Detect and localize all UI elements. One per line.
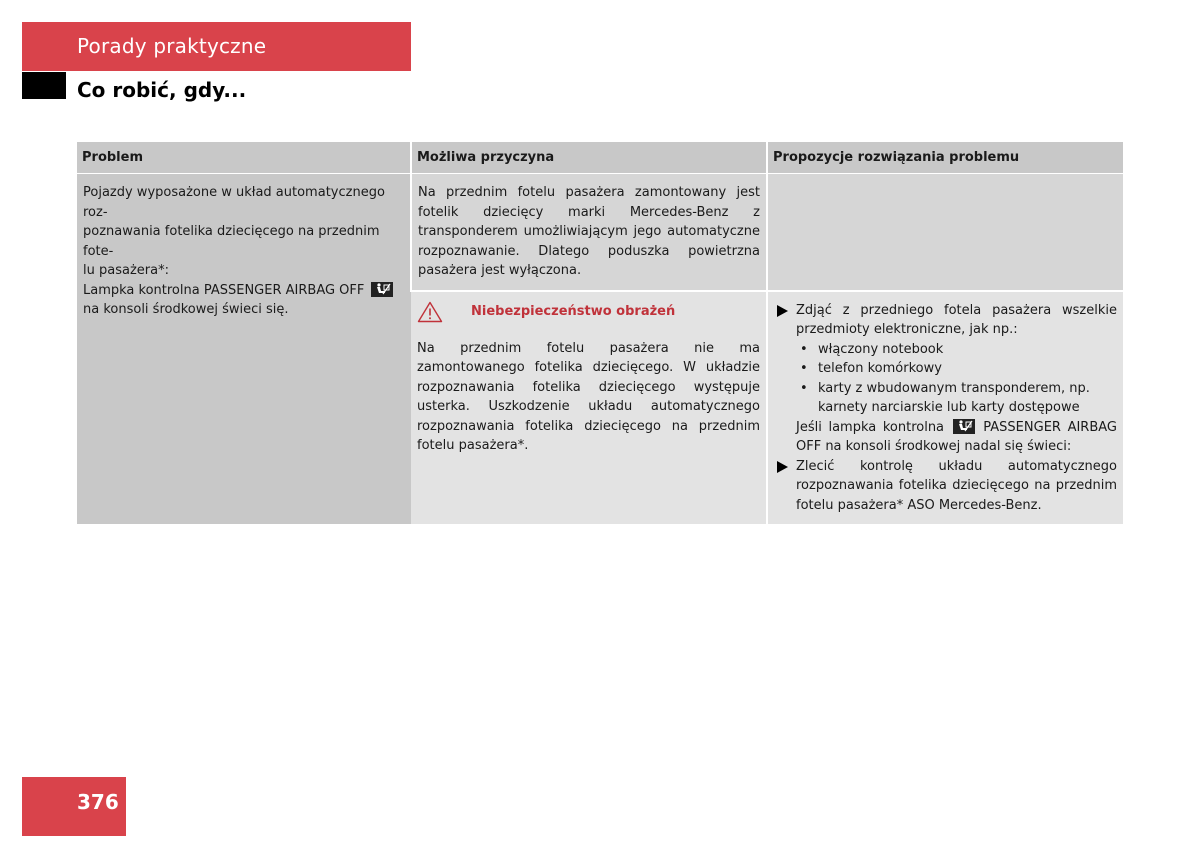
solution-step xyxy=(774,457,1117,516)
list-item: • karty z wbudowanym transponderem, np. karnety narciarskie lub karty dostępowe xyxy=(796,379,1117,418)
airbag-off-icon xyxy=(371,282,393,297)
step-text: Zdjąć z przedniego fotela pasażera wszelkie przedmioty elektroniczne, jak np.: xyxy=(796,302,1117,337)
solution-bullets xyxy=(774,340,1117,418)
step-arrow-icon xyxy=(777,461,788,473)
solution-note xyxy=(774,418,1117,457)
warning-text: Na przednim fotelu pasażera nie ma zamontowanego fotelika dziecięcego. W układzie rozpoznawania fotelika dziecięcego występuje usterka. Uszkodzenie układu automatycznego rozpoznawania fotelika dziecięcego na przednim fotelu pasażera*. xyxy=(417,340,760,453)
section-title: Porady praktyczne xyxy=(77,34,267,58)
note-text-before: Jeśli lampka kontrolna xyxy=(796,419,945,435)
list-item: • włączony notebook xyxy=(796,340,1117,360)
problem-line: poznawania fotelika dziecięcego na przednim fote- xyxy=(83,224,380,259)
cause-text: Na przednim fotelu pasażera zamontowany jest fotelik dziecięcy marki Mercedes-Benz z transponderem umożliwiającym jego automatyczne rozpoznawanie. Dlatego poduszka powietrzna pasażera jest wyłączona. xyxy=(418,185,760,278)
warning-title: Niebezpieczeństwo obrażeń xyxy=(471,303,676,319)
warning-header xyxy=(417,301,760,323)
solution-cell xyxy=(767,291,1123,525)
warning-cell xyxy=(411,291,767,525)
problem-cell xyxy=(77,174,411,525)
table-header-row xyxy=(77,142,1123,174)
column-header-problem: Problem xyxy=(77,142,411,174)
column-header-solution: Propozycje rozwiązania problemu xyxy=(767,142,1123,174)
problem-line: na konsoli środkowej świeci się. xyxy=(83,302,289,317)
heading-marker xyxy=(22,72,66,99)
table-row xyxy=(77,174,1123,291)
problem-line: lu pasażera*: xyxy=(83,263,169,278)
column-header-cause: Możliwa przyczyna xyxy=(411,142,767,174)
list-item: • telefon komórkowy xyxy=(796,359,1117,379)
problem-lamp-text: Lampka kontrolna PASSENGER AIRBAG OFF xyxy=(83,282,365,298)
step-text: Zlecić kontrolę układu automatycznego rozpoznawania fotelika dziecięcego na przednim fotelu pasażera* ASO Mercedes-Benz. xyxy=(796,458,1117,513)
page-number: 376 xyxy=(77,790,119,814)
solution-cell-empty xyxy=(767,174,1123,291)
problem-line xyxy=(83,281,404,301)
note-text-after: PASSENGER AIRBAG OFF na konsoli środkowej nadal się świeci: xyxy=(796,419,1117,454)
troubleshooting-table xyxy=(77,142,1123,524)
page-heading: Co robić, gdy... xyxy=(77,78,247,102)
airbag-off-icon xyxy=(953,419,975,434)
problem-line: Pojazdy wyposażone w układ automatycznego roz- xyxy=(83,185,385,220)
step-arrow-icon xyxy=(777,305,788,317)
warning-triangle-icon xyxy=(417,301,443,323)
solution-step xyxy=(774,301,1117,340)
cause-cell xyxy=(411,174,767,291)
